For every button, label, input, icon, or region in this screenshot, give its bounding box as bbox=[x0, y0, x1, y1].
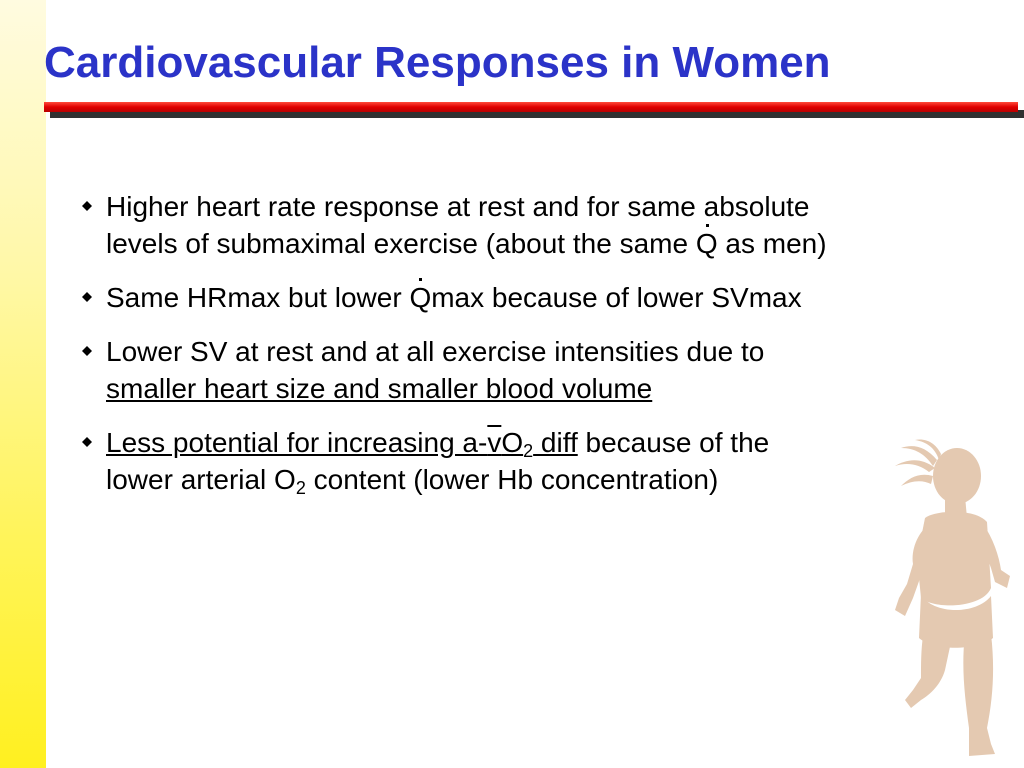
diamond-bullet-icon bbox=[82, 437, 92, 447]
left-gradient-bar bbox=[0, 0, 46, 768]
subscript: 2 bbox=[295, 478, 306, 498]
runner-silhouette-icon bbox=[895, 438, 1010, 758]
diamond-bullet-icon bbox=[82, 346, 92, 356]
bullet-item-heart-rate bbox=[82, 188, 1002, 262]
subscript: 2 bbox=[523, 441, 534, 461]
q-dot-symbol: Q bbox=[695, 228, 718, 259]
underlined-part: Less potential for increasing a- bbox=[106, 427, 488, 458]
bullet-text: max because of lower SVmax bbox=[431, 282, 802, 313]
bullet-list bbox=[82, 188, 1002, 515]
diamond-bullet-icon bbox=[82, 201, 92, 211]
bullet-text: Lower SV at rest and at all exercise intensities due to bbox=[106, 336, 765, 367]
underlined-text bbox=[106, 427, 578, 461]
bullet-text: because of the bbox=[577, 427, 770, 458]
diamond-bullet-icon bbox=[82, 292, 92, 302]
v-bar-symbol: v bbox=[487, 427, 502, 458]
slide-title: Cardiovascular Responses in Women bbox=[44, 38, 831, 87]
bullet-text: content (lower Hb concentration) bbox=[305, 464, 719, 495]
bullet-text: as men) bbox=[717, 228, 827, 259]
underlined-text: smaller heart size and smaller blood volume bbox=[106, 373, 653, 404]
bullet-item-stroke-volume bbox=[82, 333, 1002, 407]
bullet-text: Higher heart rate response at rest and for same absolute bbox=[106, 191, 810, 222]
underlined-part: diff bbox=[533, 427, 578, 458]
bullet-text: Same HRmax but lower bbox=[106, 282, 410, 313]
bullet-item-avo2-diff bbox=[82, 424, 1002, 498]
title-underline-rule bbox=[44, 100, 1024, 118]
rule-red-bar bbox=[44, 102, 1018, 112]
oxygen-symbol: O bbox=[501, 427, 524, 458]
bullet-item-hrmax bbox=[82, 279, 1002, 316]
q-dot-symbol: Q bbox=[409, 282, 432, 313]
bullet-text: levels of submaximal exercise (about the same bbox=[106, 228, 696, 259]
bullet-text: lower arterial O bbox=[106, 464, 296, 495]
